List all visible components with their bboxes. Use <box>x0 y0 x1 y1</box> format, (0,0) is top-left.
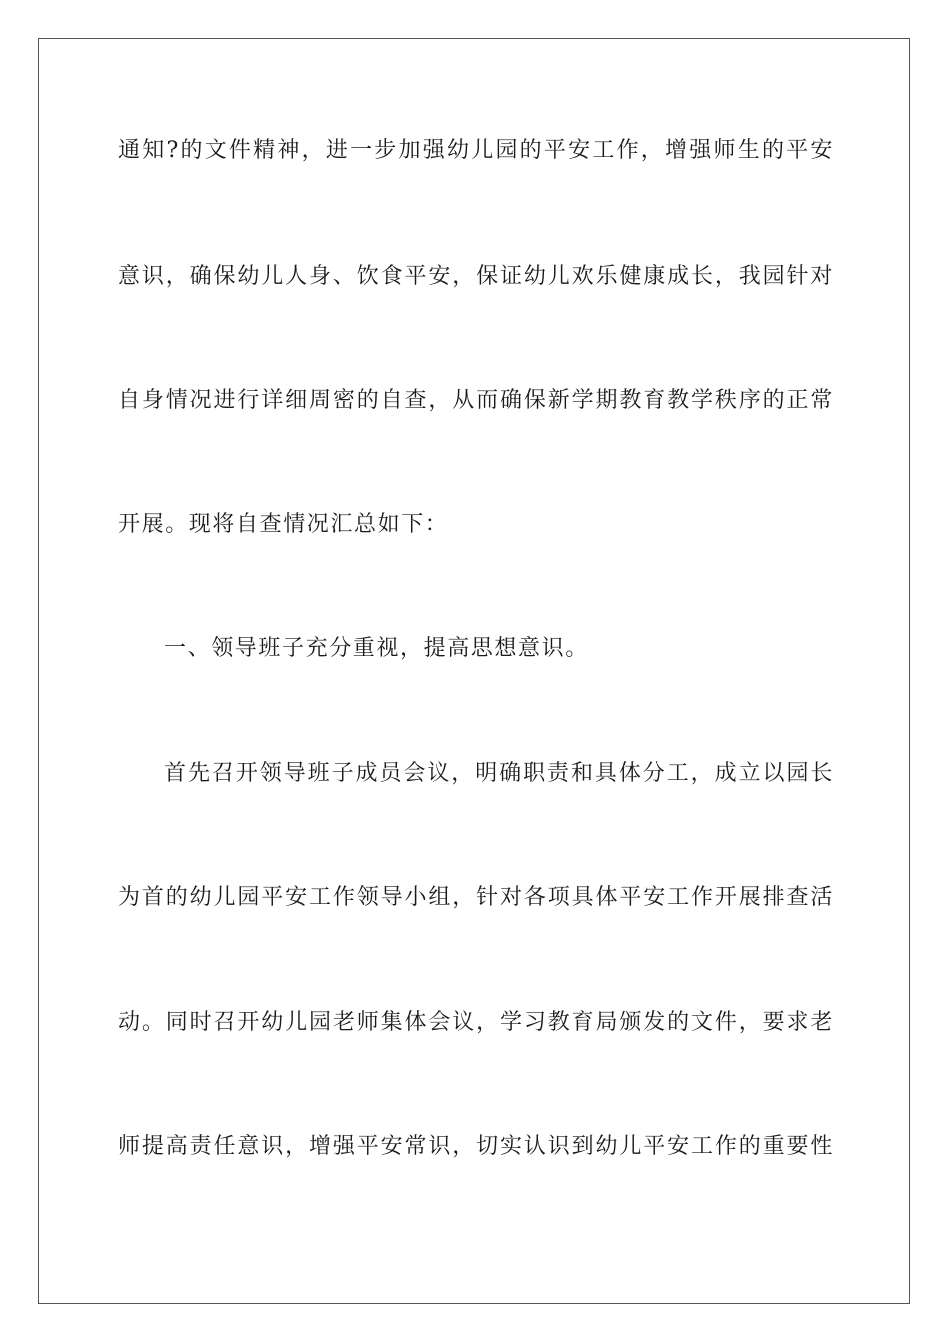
paragraph-line-6: 为首的幼儿园平安工作领导小组，针对各项具体平安工作开展排查活 <box>118 885 834 910</box>
page-border <box>38 38 910 1304</box>
paragraph-line-5: 首先召开领导班子成员会议，明确职责和具体分工，成立以园长 <box>164 761 834 786</box>
paragraph-line-8: 师提高责任意识，增强平安常识，切实认识到幼儿平安工作的重要性 <box>118 1134 834 1159</box>
paragraph-line-7: 动。同时召开幼儿园老师集体会议，学习教育局颁发的文件，要求老 <box>118 1010 834 1035</box>
section-heading: 一、领导班子充分重视，提高思想意识。 <box>164 636 589 661</box>
paragraph-line-3: 自身情况进行详细周密的自查，从而确保新学期教育教学秩序的正常 <box>118 388 834 413</box>
paragraph-line-2: 意识，确保幼儿人身、饮食平安，保证幼儿欢乐健康成长，我园针对 <box>118 264 834 289</box>
paragraph-line-1: 通知?的文件精神，进一步加强幼儿园的平安工作，增强师生的平安 <box>118 138 834 163</box>
paragraph-line-4: 开展。现将自查情况汇总如下： <box>118 512 449 537</box>
